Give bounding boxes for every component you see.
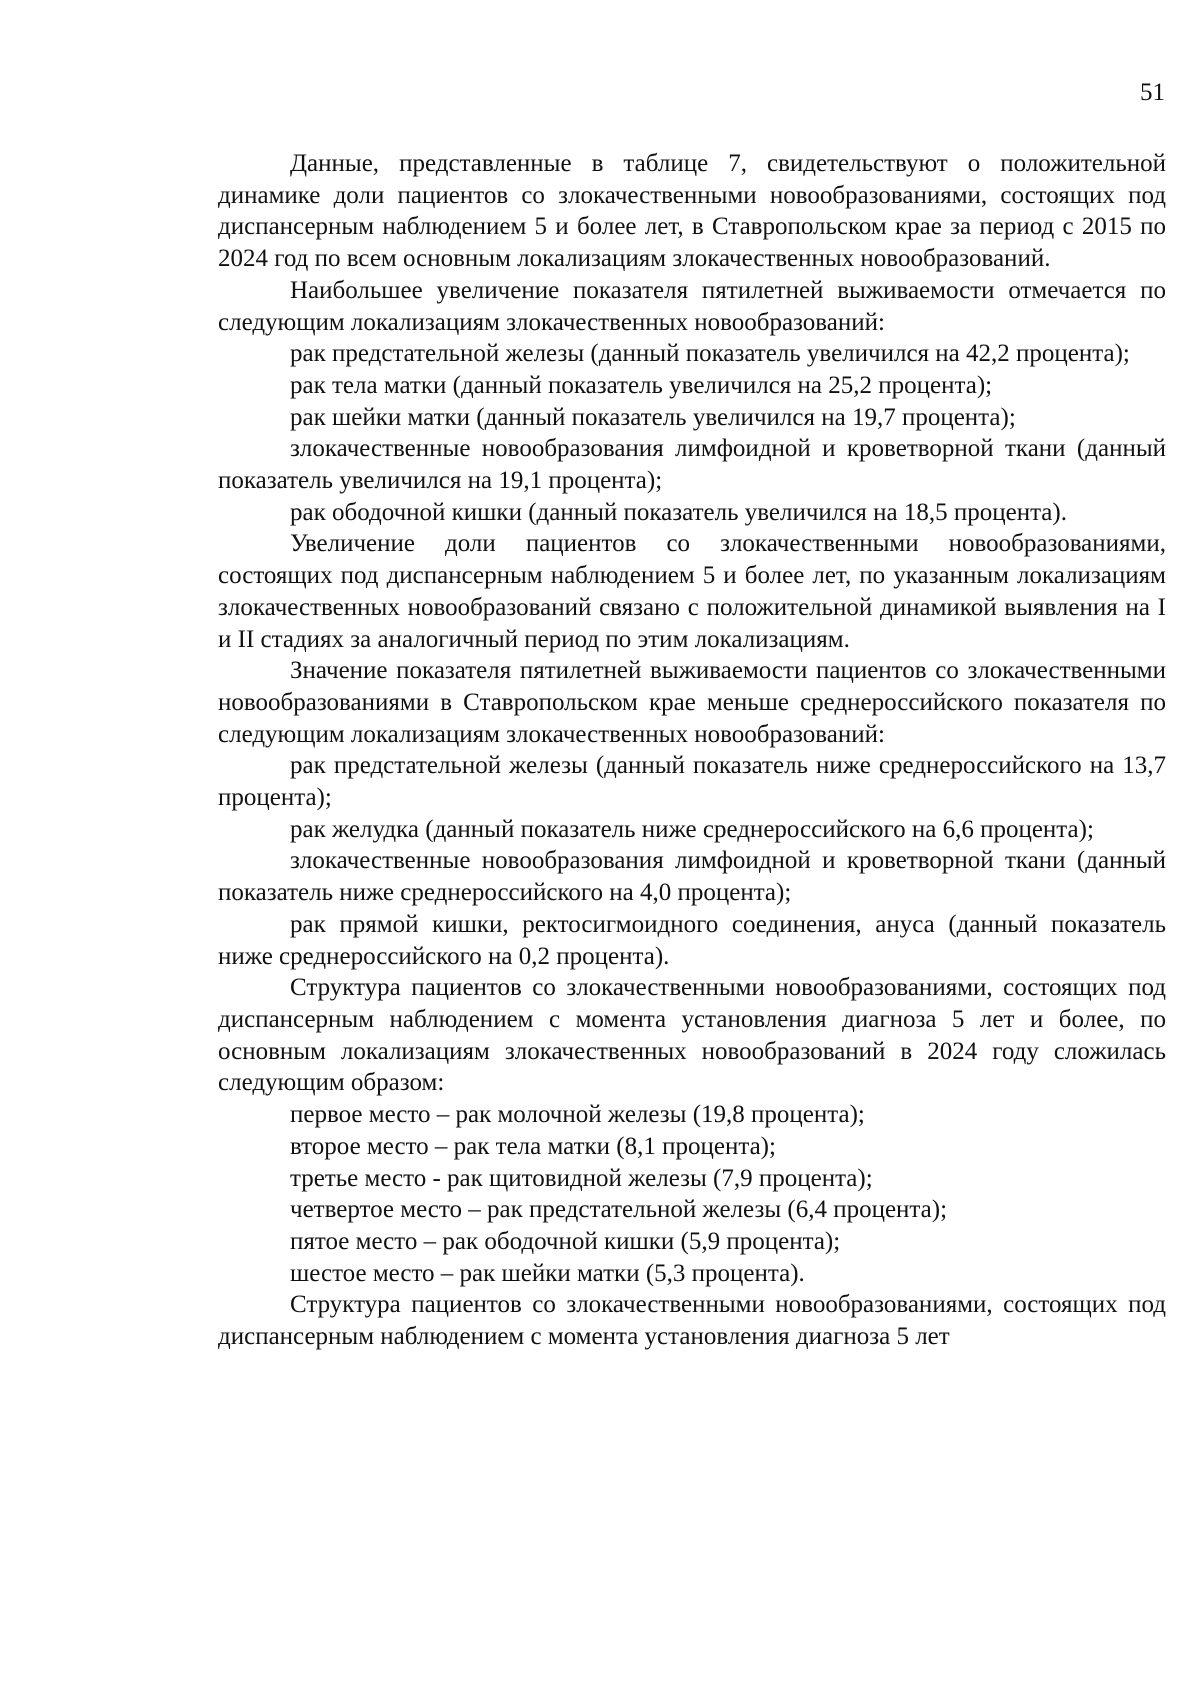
list-item-prostate-increase: рак предстательной железы (данный показатель увеличился на 42,2 процента); [290, 340, 1130, 368]
paragraph-structure-intro: Структура пациентов со злокачественными новообразованиями, состоящих под диспансерным наблюдением с момента установления диагноза 5 лет и более, по основным локализациям злокачественных новообразований в 2024 году сложилась следующим образом: [218, 974, 1166, 1097]
paragraph-survival-increase-intro: Наибольшее увеличение показателя пятилетней выживаемости отмечается по следующим локализациям злокачественных новообразований: [218, 276, 1166, 336]
document-body [218, 148, 1166, 1353]
paragraph-below-average-intro: Значение показателя пятилетней выживаемости пациентов со злокачественными новообразованиями в Ставропольском крае меньше среднероссийского показателя по следующим локализациям злокачественных новообразований: [218, 657, 1166, 748]
list-item-rank-1: первое место – рак молочной железы (19,8 процента); [290, 1101, 865, 1129]
list-item-lymphoid-below: злокачественные новообразования лимфоидной и кроветворной ткани (данный показатель ниже среднероссийского на 4,0 процента); [218, 847, 1166, 907]
list-item-lymphoid-increase: злокачественные новообразования лимфоидной и кроветворной ткани (данный показатель увеличился на 19,1 процента); [218, 435, 1166, 495]
list-item-prostate-below: рак предстательной железы (данный показатель ниже среднероссийского на 13,7 процента); [218, 752, 1166, 812]
list-item-rank-3: третье место - рак щитовидной железы (7,9 процента); [290, 1164, 873, 1192]
list-item-rank-5: пятое место – рак ободочной кишки (5,9 процента); [290, 1227, 841, 1255]
list-item-rank-4: четвертое место – рак предстательной железы (6,4 процента); [290, 1196, 948, 1224]
list-item-rank-6: шестое место – рак шейки матки (5,3 процента). [290, 1259, 805, 1287]
list-item-cervix-increase: рак шейки матки (данный показатель увеличился на 19,7 процента); [290, 403, 1016, 431]
paragraph-increase-reason: Увеличение доли пациентов со злокачественными новообразованиями, состоящих под диспансерным наблюдением 5 и более лет, по указанным локализациям злокачественных новообразований связано с положительной динамикой выявления на I и II стадиях за аналогичный период по этим локализациям. [218, 530, 1166, 653]
list-item-colon-increase: рак ободочной кишки (данный показатель увеличился на 18,5 процента). [290, 498, 1067, 526]
page-number: 51 [1140, 79, 1165, 106]
list-item-rank-2: второе место – рак тела матки (8,1 процента); [290, 1132, 776, 1160]
list-item-rectum-below: рак прямой кишки, ректосигмоидного соединения, ануса (данный показатель ниже среднероссийского на 0,2 процента). [218, 910, 1166, 970]
list-item-stomach-below: рак желудка (данный показатель ниже среднероссийского на 6,6 процента); [290, 815, 1094, 843]
paragraph-table7-dynamics: Данные, представленные в таблице 7, свидетельствуют о положительной динамике доли пациентов со злокачественными новообразованиями, состоящих под диспансерным наблюдением 5 и более лет, в Ставропольском крае за период с 2015 по 2024 год по всем основным локализациям злокачественных новообразований. [218, 150, 1166, 273]
paragraph-structure-continued: Структура пациентов со злокачественными новообразованиями, состоящих под диспансерным наблюдением с момента установления диагноза 5 лет [218, 1291, 1166, 1351]
list-item-uterus-body-increase: рак тела матки (данный показатель увеличился на 25,2 процента); [290, 371, 993, 399]
